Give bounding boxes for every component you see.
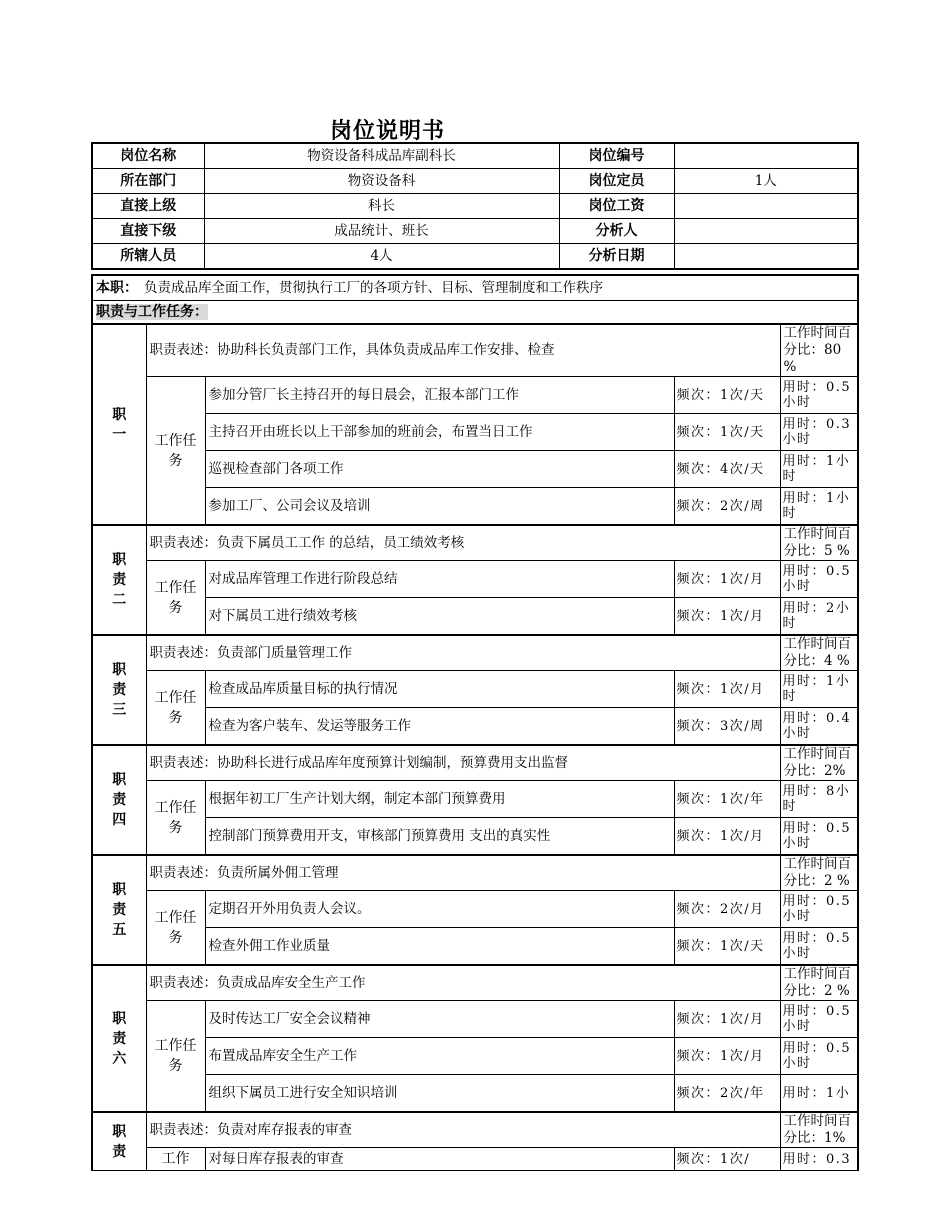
task-hours: 用时：0.5小时 xyxy=(780,1001,858,1038)
task-hours: 用时：0.5小时 xyxy=(780,928,858,966)
task-text: 检查成品库质量目标的执行情况 xyxy=(205,671,674,708)
info-value xyxy=(674,244,858,270)
task-text: 控制部门预算费用开支，审核部门预算费用 支出的真实性 xyxy=(205,818,674,856)
info-row xyxy=(92,194,858,219)
info-label: 分析日期 xyxy=(559,244,674,270)
task-hours: 用时：1小时 xyxy=(780,488,858,526)
task-frequency: 频次：2次/年 xyxy=(674,1075,780,1113)
info-label: 所在部门 xyxy=(92,169,204,194)
task-frequency: 频次：1次/天 xyxy=(674,928,780,966)
task-frequency: 频次：1次/月 xyxy=(674,1001,780,1038)
task-row xyxy=(92,488,858,526)
duty-statement: 职责表述：负责所属外佣工管理 xyxy=(146,855,780,891)
info-value: 成品统计、班长 xyxy=(204,219,559,244)
duty-label: 职责五 xyxy=(112,882,127,938)
benzhi-cell xyxy=(92,275,858,301)
duty-percent: 工作时间百分比：2% xyxy=(780,745,858,781)
task-row xyxy=(92,781,858,818)
task-label: 工作任务 xyxy=(146,561,205,636)
duty-label: 职责 xyxy=(112,1123,127,1160)
duty-statement: 职责表述：负责成品库安全生产工作 xyxy=(146,965,780,1001)
task-hours: 用时：1小时 xyxy=(780,451,858,488)
info-value: 1人 xyxy=(674,169,858,194)
info-label: 直接上级 xyxy=(92,194,204,219)
task-text: 主持召开由班长以上干部参加的班前会，布置当日工作 xyxy=(205,414,674,451)
task-row xyxy=(92,1001,858,1038)
duty-statement-row xyxy=(92,965,858,1001)
duty-percent: 工作时间百分比：80 % xyxy=(780,324,858,377)
info-row xyxy=(92,143,858,169)
duty-label: 职一 xyxy=(112,406,127,443)
duty-statement-row xyxy=(92,324,858,377)
info-label: 岗位工资 xyxy=(559,194,674,219)
task-label: 工作任务 xyxy=(146,671,205,746)
task-text: 布置成品库安全生产工作 xyxy=(205,1038,674,1075)
info-value: 物资设备科 xyxy=(204,169,559,194)
task-hours: 用时：0.5小时 xyxy=(780,561,858,598)
duties-header-row xyxy=(92,301,858,325)
task-text: 巡视检查部门各项工作 xyxy=(205,451,674,488)
basic-info-table xyxy=(91,142,859,270)
benzhi-label: 本职： xyxy=(96,279,138,296)
task-row xyxy=(92,708,858,746)
task-frequency: 频次：1次/月 xyxy=(674,671,780,708)
task-frequency: 频次：2次/周 xyxy=(674,488,780,526)
duty-label: 职责四 xyxy=(112,772,127,828)
task-frequency: 频次：3次/周 xyxy=(674,708,780,746)
info-value xyxy=(674,194,858,219)
task-frequency: 频次：2次/月 xyxy=(674,891,780,928)
task-text: 检查外佣工作业质量 xyxy=(205,928,674,966)
task-frequency: 频次：1次/天 xyxy=(674,377,780,414)
task-text: 参加分管厂长主持召开的每日晨会，汇报本部门工作 xyxy=(205,377,674,414)
task-hours: 用时：1小 xyxy=(780,1075,858,1113)
page-title: 岗位说明书 xyxy=(330,119,446,144)
duty-label-cell xyxy=(92,324,146,525)
duty-label: 职责六 xyxy=(112,1010,127,1067)
duty-statement-row xyxy=(92,635,858,671)
info-label: 直接下级 xyxy=(92,219,204,244)
info-row xyxy=(92,244,858,270)
task-frequency: 频次：1次/月 xyxy=(674,818,780,856)
task-text: 参加工厂、公司会议及培训 xyxy=(205,488,674,526)
duty-statement-row xyxy=(92,525,858,561)
info-value: 4人 xyxy=(204,244,559,270)
task-frequency: 频次：1次/天 xyxy=(674,414,780,451)
duty-label-cell xyxy=(92,525,146,635)
task-hours: 用时：0.4小时 xyxy=(780,708,858,746)
task-text: 对每日库存报表的审查 xyxy=(205,1148,674,1171)
duty-label-cell xyxy=(92,965,146,1112)
duty-statement: 职责表述：负责下属员工工作 的总结，员工绩效考核 xyxy=(146,525,780,561)
duty-label: 职责二 xyxy=(112,552,127,608)
task-row xyxy=(92,1148,858,1171)
info-label: 岗位定员 xyxy=(559,169,674,194)
task-frequency: 频次：1次/ xyxy=(674,1148,780,1171)
duty-statement: 职责表述：协助科长进行成品库年度预算计划编制，预算费用支出监督 xyxy=(146,745,780,781)
task-row xyxy=(92,928,858,966)
info-label: 岗位编号 xyxy=(559,143,674,169)
duty-percent: 工作时间百分比：4 % xyxy=(780,635,858,671)
duty-percent: 工作时间百分比：1% xyxy=(780,1112,858,1148)
task-label: 工作 xyxy=(146,1148,205,1171)
duty-label-cell xyxy=(92,855,146,965)
task-row xyxy=(92,891,858,928)
duty-statement-row xyxy=(92,745,858,781)
info-label: 岗位名称 xyxy=(92,143,204,169)
task-label: 工作任务 xyxy=(146,891,205,966)
task-hours: 用时：0.5小时 xyxy=(780,377,858,414)
duty-statement: 职责表述：负责部门质量管理工作 xyxy=(146,635,780,671)
task-hours: 用时：0.5小时 xyxy=(780,891,858,928)
duty-percent: 工作时间百分比：2 % xyxy=(780,855,858,891)
duty-statement-row xyxy=(92,1112,858,1148)
info-value xyxy=(674,143,858,169)
task-text: 根据年初工厂生产计划大纲，制定本部门预算费用 xyxy=(205,781,674,818)
task-hours: 用时：8小时 xyxy=(780,781,858,818)
task-frequency: 频次：1次/年 xyxy=(674,781,780,818)
duties-header-cell xyxy=(92,301,858,325)
task-row xyxy=(92,451,858,488)
duty-statement-row xyxy=(92,855,858,891)
task-hours: 用时：1小时 xyxy=(780,671,858,708)
task-hours: 用时：2小时 xyxy=(780,598,858,636)
task-label: 工作任务 xyxy=(146,781,205,856)
duties-table xyxy=(91,274,859,1171)
duties-header: 职责与工作任务： xyxy=(96,303,208,320)
task-row xyxy=(92,1038,858,1075)
task-frequency: 频次：1次/月 xyxy=(674,561,780,598)
task-text: 对下属员工进行绩效考核 xyxy=(205,598,674,636)
benzhi-text: 负责成品库全面工作，贯彻执行工厂的各项方针、目标、管理制度和工作秩序 xyxy=(144,279,603,296)
duty-percent: 工作时间百分比：2 % xyxy=(780,965,858,1001)
task-text: 组织下属员工进行安全知识培训 xyxy=(205,1075,674,1113)
info-label: 所辖人员 xyxy=(92,244,204,270)
task-text: 及时传达工厂安全会议精神 xyxy=(205,1001,674,1038)
info-value: 科长 xyxy=(204,194,559,219)
info-label: 分析人 xyxy=(559,219,674,244)
duty-statement: 职责表述：负责对库存报表的审查 xyxy=(146,1112,780,1148)
task-row xyxy=(92,561,858,598)
info-row xyxy=(92,219,858,244)
task-text: 检查为客户装车、发运等服务工作 xyxy=(205,708,674,746)
task-hours: 用时：0.3 xyxy=(780,1148,858,1171)
task-row xyxy=(92,377,858,414)
task-row xyxy=(92,671,858,708)
task-text: 对成品库管理工作进行阶段总结 xyxy=(205,561,674,598)
task-row xyxy=(92,598,858,636)
task-row xyxy=(92,1075,858,1113)
info-value xyxy=(674,219,858,244)
duty-statement: 职责表述：协助科长负责部门工作，具体负责成品库工作安排、检查 xyxy=(146,324,780,377)
info-row xyxy=(92,169,858,194)
benzhi-row xyxy=(92,275,858,301)
duty-percent: 工作时间百分比：5 % xyxy=(780,525,858,561)
duty-label-cell xyxy=(92,635,146,745)
task-label: 工作任务 xyxy=(146,1001,205,1113)
task-row xyxy=(92,818,858,856)
task-frequency: 频次：4次/天 xyxy=(674,451,780,488)
task-frequency: 频次：1次/月 xyxy=(674,1038,780,1075)
duty-label: 职责三 xyxy=(112,662,127,718)
task-frequency: 频次：1次/月 xyxy=(674,598,780,636)
task-text: 定期召开外用负责人会议。 xyxy=(205,891,674,928)
task-hours: 用时：0.3小时 xyxy=(780,414,858,451)
duty-label-cell xyxy=(92,1112,146,1171)
task-hours: 用时：0.5小时 xyxy=(780,818,858,856)
info-value: 物资设备科成品库副科长 xyxy=(204,143,559,169)
task-label: 工作任务 xyxy=(146,377,205,526)
task-hours: 用时：0.5小时 xyxy=(780,1038,858,1075)
duty-label-cell xyxy=(92,745,146,855)
task-row xyxy=(92,414,858,451)
